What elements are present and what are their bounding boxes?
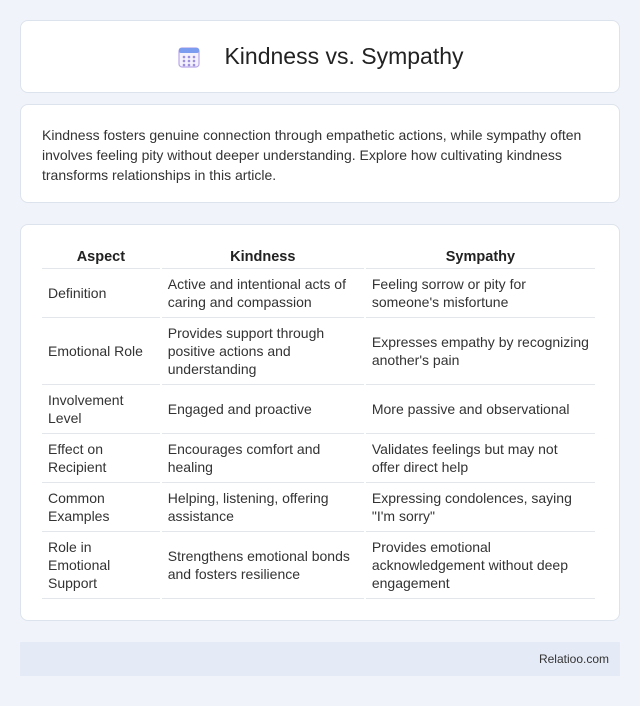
table-row — [42, 483, 595, 532]
table-cell: Validates feelings but may not offer direct help — [366, 434, 595, 483]
calendar-grid-icon — [176, 44, 202, 70]
table-cell: Helping, listening, offering assistance — [162, 483, 364, 532]
column-header-aspect: Aspect — [42, 245, 160, 269]
comparison-table-card — [20, 224, 620, 621]
table-header-row — [42, 245, 595, 269]
table-cell: Common Examples — [42, 483, 160, 532]
intro-card — [20, 104, 620, 203]
page-title: Kindness vs. Sympathy — [224, 43, 464, 69]
table-cell: Active and intentional acts of caring and compassion — [162, 269, 364, 318]
table-cell: Definition — [42, 269, 160, 318]
table-cell: Provides support through positive actions and understanding — [162, 318, 364, 385]
column-header-kindness: Kindness — [162, 245, 364, 269]
intro-text: Kindness fosters genuine connection through empathetic actions, while sympathy often involves feeling pity without deeper understanding. Explore how cultivating kindness transforms relationships in this article. — [42, 127, 582, 183]
table-row — [42, 385, 595, 434]
table-row — [42, 434, 595, 483]
table-cell: More passive and observational — [366, 385, 595, 434]
table-row — [42, 269, 595, 318]
comparison-table — [40, 245, 597, 599]
table-cell: Expresses empathy by recognizing another's pain — [366, 318, 595, 385]
table-row — [42, 532, 595, 599]
footer-site-name: Relatioo.com — [538, 652, 609, 666]
table-cell: Strengthens emotional bonds and fosters resilience — [162, 532, 364, 599]
table-cell: Feeling sorrow or pity for someone's misfortune — [366, 269, 595, 318]
column-header-sympathy: Sympathy — [366, 245, 595, 269]
table-cell: Emotional Role — [42, 318, 160, 385]
table-cell: Encourages comfort and healing — [162, 434, 364, 483]
table-row — [42, 318, 595, 385]
table-cell: Role in Emotional Support — [42, 532, 160, 599]
table-cell: Involvement Level — [42, 385, 160, 434]
footer — [20, 642, 620, 676]
title-card — [20, 20, 620, 93]
table-cell: Provides emotional acknowledgement without deep engagement — [366, 532, 595, 599]
table-cell: Engaged and proactive — [162, 385, 364, 434]
table-cell: Effect on Recipient — [42, 434, 160, 483]
table-cell: Expressing condolences, saying "I'm sorry" — [366, 483, 595, 532]
